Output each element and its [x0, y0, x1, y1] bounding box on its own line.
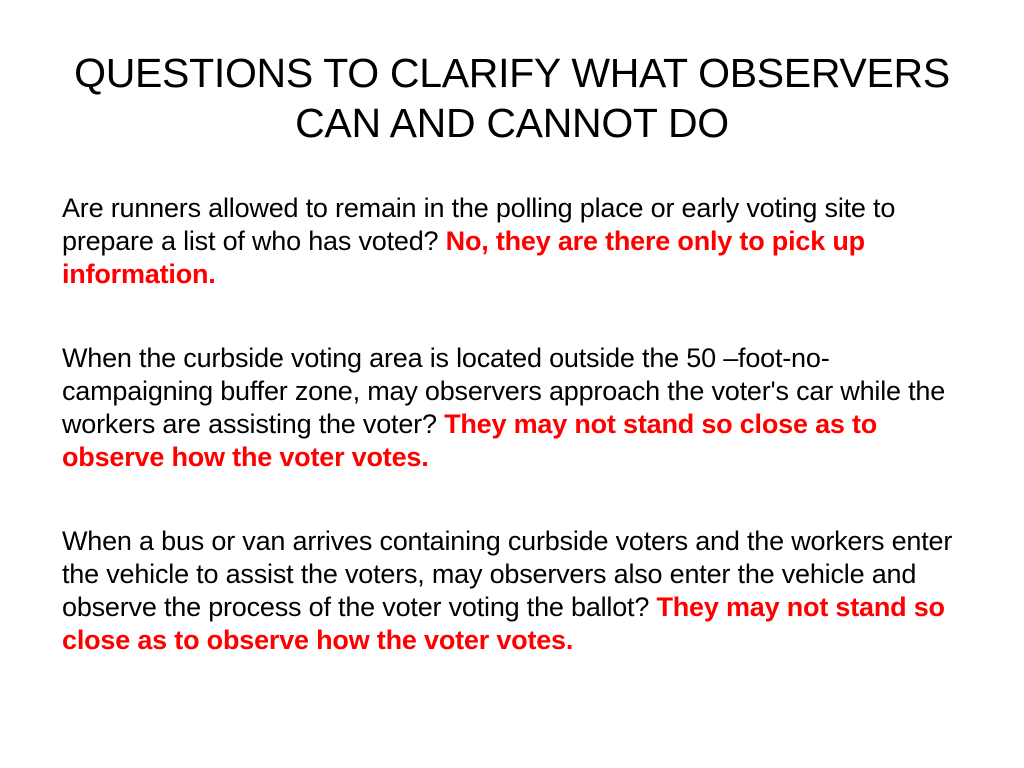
answer-text: They may not stand so close as to observe how the voter votes. — [62, 592, 945, 655]
qa-item-3 — [62, 525, 972, 657]
answer-text: They may not stand so close as to observe how the voter votes. — [62, 409, 878, 472]
slide-title — [60, 48, 964, 148]
question-text: When a bus or van arrives containing curbside voters and the workers enter the vehicle to assist the voters, may observers also enter the vehicle and observe the process of the voter voting the ballot? — [62, 526, 953, 622]
slide-body — [62, 192, 972, 708]
qa-item-2 — [62, 342, 972, 474]
question-text: When the curbside voting area is located outside the 50 –foot-no-campaigning buffer zone, may observers approach the voter's car while the workers are assisting the voter? — [62, 343, 946, 439]
answer-text: No, they are there only to pick up information. — [62, 226, 865, 289]
slide-title-line-1: QUESTIONS TO CLARIFY WHAT OBSERVERS — [74, 50, 950, 96]
slide-title-line-2: CAN AND CANNOT DO — [295, 100, 729, 146]
question-text: Are runners allowed to remain in the polling place or early voting site to prepare a list of who has voted? — [62, 193, 896, 256]
qa-item-1 — [62, 192, 972, 291]
